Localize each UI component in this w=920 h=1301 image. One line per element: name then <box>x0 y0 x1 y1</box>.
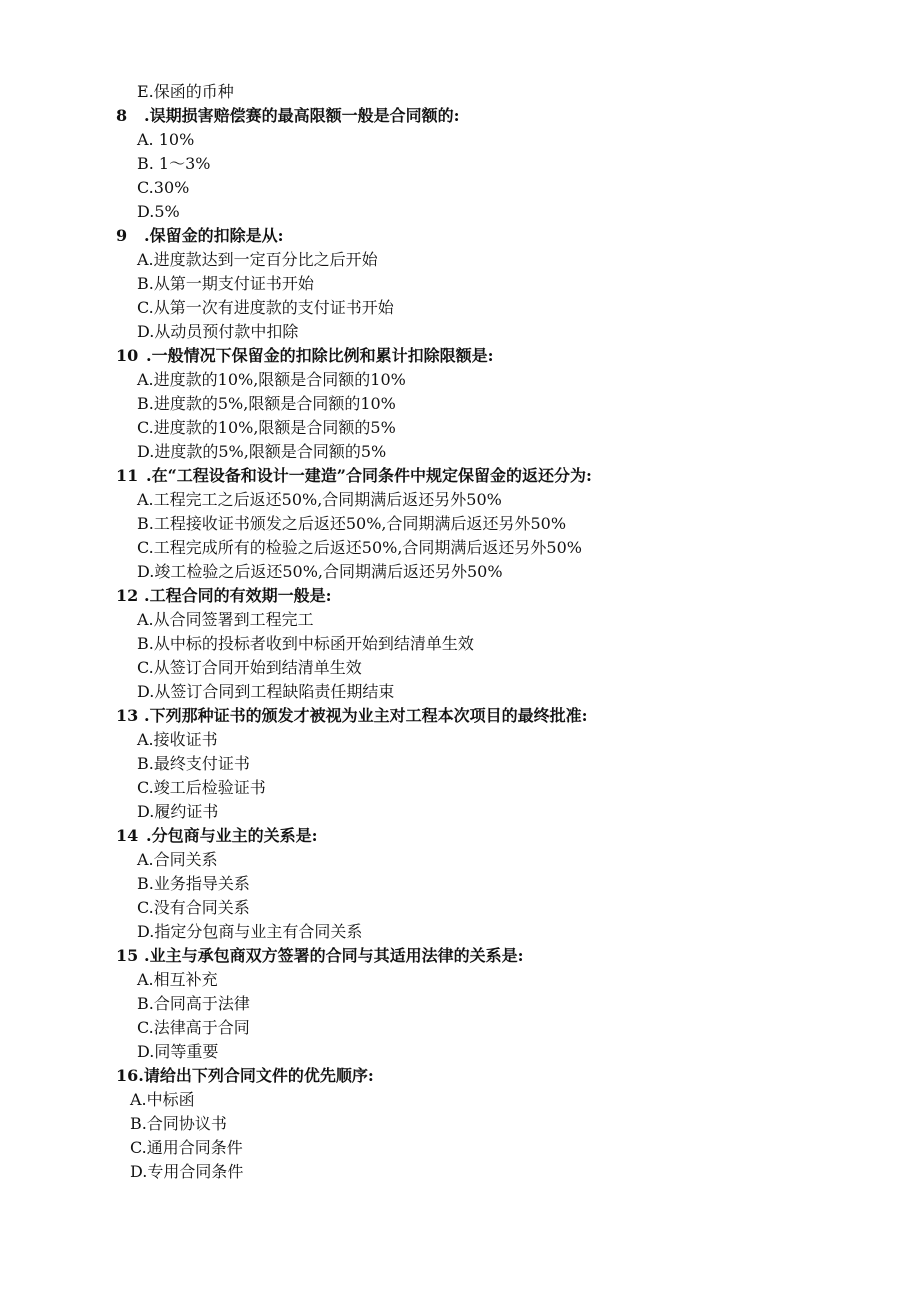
question-text: .业主与承包商双方签署的合同与其适用法律的关系是: <box>144 946 524 965</box>
question-line <box>0 464 920 488</box>
option-text: B.最终支付证书 <box>137 754 250 773</box>
option-line <box>0 992 920 1016</box>
option-line <box>0 176 920 200</box>
option-text: C.工程完成所有的检验之后返还50%,合同期满后返还另外50% <box>137 538 582 557</box>
option-line <box>0 752 920 776</box>
option-line <box>0 296 920 320</box>
option-text: B.从中标的投标者收到中标函开始到结清单生效 <box>137 634 474 653</box>
question-number: 11 <box>116 466 139 485</box>
option-text: D.从动员预付款中扣除 <box>137 322 299 341</box>
option-line <box>0 776 920 800</box>
option-text: A.合同关系 <box>137 850 218 869</box>
option-text: A.从合同签署到工程完工 <box>137 610 314 629</box>
option-text: D.指定分包商与业主有合同关系 <box>137 922 363 941</box>
question-line <box>0 584 920 608</box>
question-number: 9 <box>116 226 128 245</box>
question-text: .保留金的扣除是从: <box>144 226 284 245</box>
option-line <box>0 872 920 896</box>
option-line <box>0 80 920 104</box>
option-line <box>0 632 920 656</box>
option-line <box>0 512 920 536</box>
option-text: D.5% <box>137 202 180 221</box>
question-line <box>0 704 920 728</box>
option-line <box>0 272 920 296</box>
option-line <box>0 536 920 560</box>
option-line <box>0 1040 920 1064</box>
option-text: C.从签订合同开始到结清单生效 <box>137 658 362 677</box>
option-line <box>0 896 920 920</box>
question-number: 10 <box>116 346 139 365</box>
option-text: B.业务指导关系 <box>137 874 250 893</box>
question-number: 14 <box>116 826 139 845</box>
option-line <box>0 1160 920 1184</box>
option-text: A.进度款的10%,限额是合同额的10% <box>137 370 406 389</box>
option-line <box>0 608 920 632</box>
option-text: A.相互补充 <box>137 970 218 989</box>
option-line <box>0 1112 920 1136</box>
option-line <box>0 920 920 944</box>
option-line <box>0 1136 920 1160</box>
option-text: B.进度款的5%,限额是合同额的10% <box>137 394 396 413</box>
option-text: A.中标函 <box>130 1090 195 1109</box>
option-line <box>0 368 920 392</box>
option-text: C.从第一次有进度款的支付证书开始 <box>137 298 394 317</box>
option-line <box>0 440 920 464</box>
option-text: A. 10% <box>137 130 195 149</box>
option-line <box>0 488 920 512</box>
question-number: 12 <box>116 586 139 605</box>
option-text: C.没有合同关系 <box>137 898 250 917</box>
option-text: A.进度款达到一定百分比之后开始 <box>137 250 378 269</box>
question-line <box>0 224 920 248</box>
question-text: .下列那种证书的颁发才被视为业主对工程本次项目的最终批准: <box>144 706 588 725</box>
question-text: .在“工程设备和设计一建造”合同条件中规定保留金的返还分为: <box>146 466 592 485</box>
question-number: 8 <box>116 106 128 125</box>
question-text: .一般情况下保留金的扣除比例和累计扣除限额是: <box>146 346 494 365</box>
option-line <box>0 656 920 680</box>
document-page <box>0 80 920 1184</box>
option-line <box>0 320 920 344</box>
question-line <box>0 944 920 968</box>
option-line <box>0 968 920 992</box>
option-text: D.同等重要 <box>137 1042 219 1061</box>
option-text: C.竣工后检验证书 <box>137 778 266 797</box>
question-number: 16. <box>116 1066 144 1085</box>
option-line <box>0 1088 920 1112</box>
option-text: C.进度款的10%,限额是合同额的5% <box>137 418 396 437</box>
question-text: .工程合同的有效期一般是: <box>144 586 332 605</box>
option-line <box>0 560 920 584</box>
option-line <box>0 392 920 416</box>
option-text: D.从签订合同到工程缺陷责任期结束 <box>137 682 395 701</box>
question-number: 13 <box>116 706 139 725</box>
option-line <box>0 1016 920 1040</box>
option-text: D.竣工检验之后返还50%,合同期满后返还另外50% <box>137 562 503 581</box>
option-text: B.合同高于法律 <box>137 994 250 1013</box>
question-line <box>0 344 920 368</box>
option-text: D.专用合同条件 <box>130 1162 244 1181</box>
option-text: A.工程完工之后返还50%,合同期满后返还另外50% <box>137 490 502 509</box>
question-line <box>0 1064 920 1088</box>
question-text: .分包商与业主的关系是: <box>146 826 318 845</box>
option-line <box>0 128 920 152</box>
option-text: C.通用合同条件 <box>130 1138 243 1157</box>
option-text: A.接收证书 <box>137 730 218 749</box>
option-text: C.30% <box>137 178 190 197</box>
question-text: 请给出下列合同文件的优先顺序: <box>143 1066 374 1085</box>
option-line <box>0 680 920 704</box>
option-text: B.合同协议书 <box>130 1114 227 1133</box>
option-text: B. 1～3% <box>137 154 211 173</box>
question-number: 15 <box>116 946 139 965</box>
option-text: E.保函的币种 <box>137 82 234 101</box>
option-line <box>0 416 920 440</box>
option-line <box>0 848 920 872</box>
option-text: B.工程接收证书颁发之后返还50%,合同期满后返还另外50% <box>137 514 567 533</box>
option-text: D.履约证书 <box>137 802 219 821</box>
option-text: D.进度款的5%,限额是合同额的5% <box>137 442 387 461</box>
question-text: .误期损害赔偿赛的最高限额一般是合同额的: <box>144 106 460 125</box>
option-line <box>0 200 920 224</box>
question-line <box>0 104 920 128</box>
option-text: C.法律高于合同 <box>137 1018 250 1037</box>
option-line <box>0 800 920 824</box>
option-line <box>0 248 920 272</box>
option-line <box>0 728 920 752</box>
question-line <box>0 824 920 848</box>
option-text: B.从第一期支付证书开始 <box>137 274 314 293</box>
option-line <box>0 152 920 176</box>
